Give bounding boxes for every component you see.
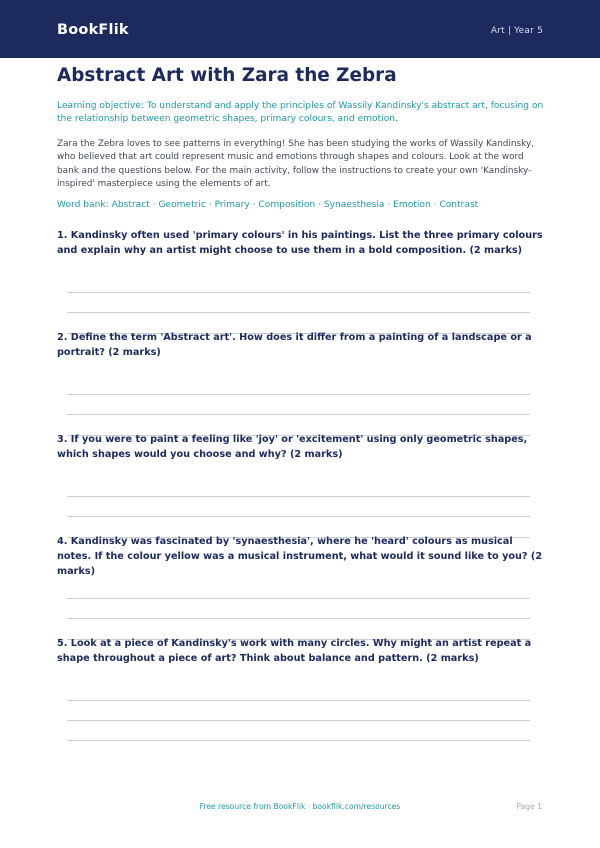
answer-line[interactable] <box>67 516 530 517</box>
footer-resource-link[interactable]: Free resource from BookFlik · bookflik.com/resources <box>199 802 401 811</box>
subject-year-label: Art | Year 5 <box>490 26 543 36</box>
question-3: 3. If you were to paint a feeling like 'joy' or 'excitement' using only geometric shapes, which shapes would you choose and why? (2 marks) <box>57 434 528 460</box>
answer-line[interactable] <box>67 414 530 415</box>
learning-objective: Learning objective: To understand and apply the principles of Wassily Kandinsky's abstract art, focusing on the relationship between geometric shapes, primary colours, and emotion. <box>57 101 544 124</box>
answer-line[interactable] <box>67 700 530 701</box>
header-bar <box>0 0 600 58</box>
question-4: 4. Kandinsky was fascinated by 'synaesthesia', where he 'heard' colours as musical notes. If the colour yellow was a musical instrument, what would it sound like to you? (2 marks) <box>57 536 543 577</box>
answer-line[interactable] <box>67 720 530 721</box>
answer-line[interactable] <box>67 740 530 741</box>
brand-logo[interactable]: BookFlik <box>57 22 129 38</box>
question-2: 2. Define the term 'Abstract art'. How does it differ from a painting of a landscape or a portrait? (2 marks) <box>57 332 532 358</box>
intro-paragraph: Zara the Zebra loves to see patterns in everything! She has been studying the works of Wassily Kandinsky, who believed that art could represent music and emotions through shapes and colours. Look at the word bank and the questions below. For the main activity, follow the instructions to create your own 'Kandinsky-inspired' masterpiece using the elements of art. <box>57 139 535 190</box>
answer-line[interactable] <box>67 598 530 599</box>
answer-line[interactable] <box>67 292 530 293</box>
answer-line[interactable] <box>67 618 530 619</box>
answer-line[interactable] <box>67 312 530 313</box>
question-1: 1. Kandinsky often used 'primary colours' in his paintings. List the three primary colours and explain why an artist might choose to use them in a bold composition. (2 marks) <box>57 230 543 256</box>
page-number: Page 1 <box>516 802 542 811</box>
worksheet-title: Abstract Art with Zara the Zebra <box>57 65 397 86</box>
answer-line[interactable] <box>67 496 530 497</box>
word-bank: Word bank: Abstract · Geometric · Primary · Composition · Synaesthesia · Emotion · Contrast <box>57 200 479 210</box>
answer-line[interactable] <box>67 394 530 395</box>
question-5: 5. Look at a piece of Kandinsky's work with many circles. Why might an artist repeat a shape throughout a piece of art? Think about balance and pattern. (2 marks) <box>57 638 532 664</box>
